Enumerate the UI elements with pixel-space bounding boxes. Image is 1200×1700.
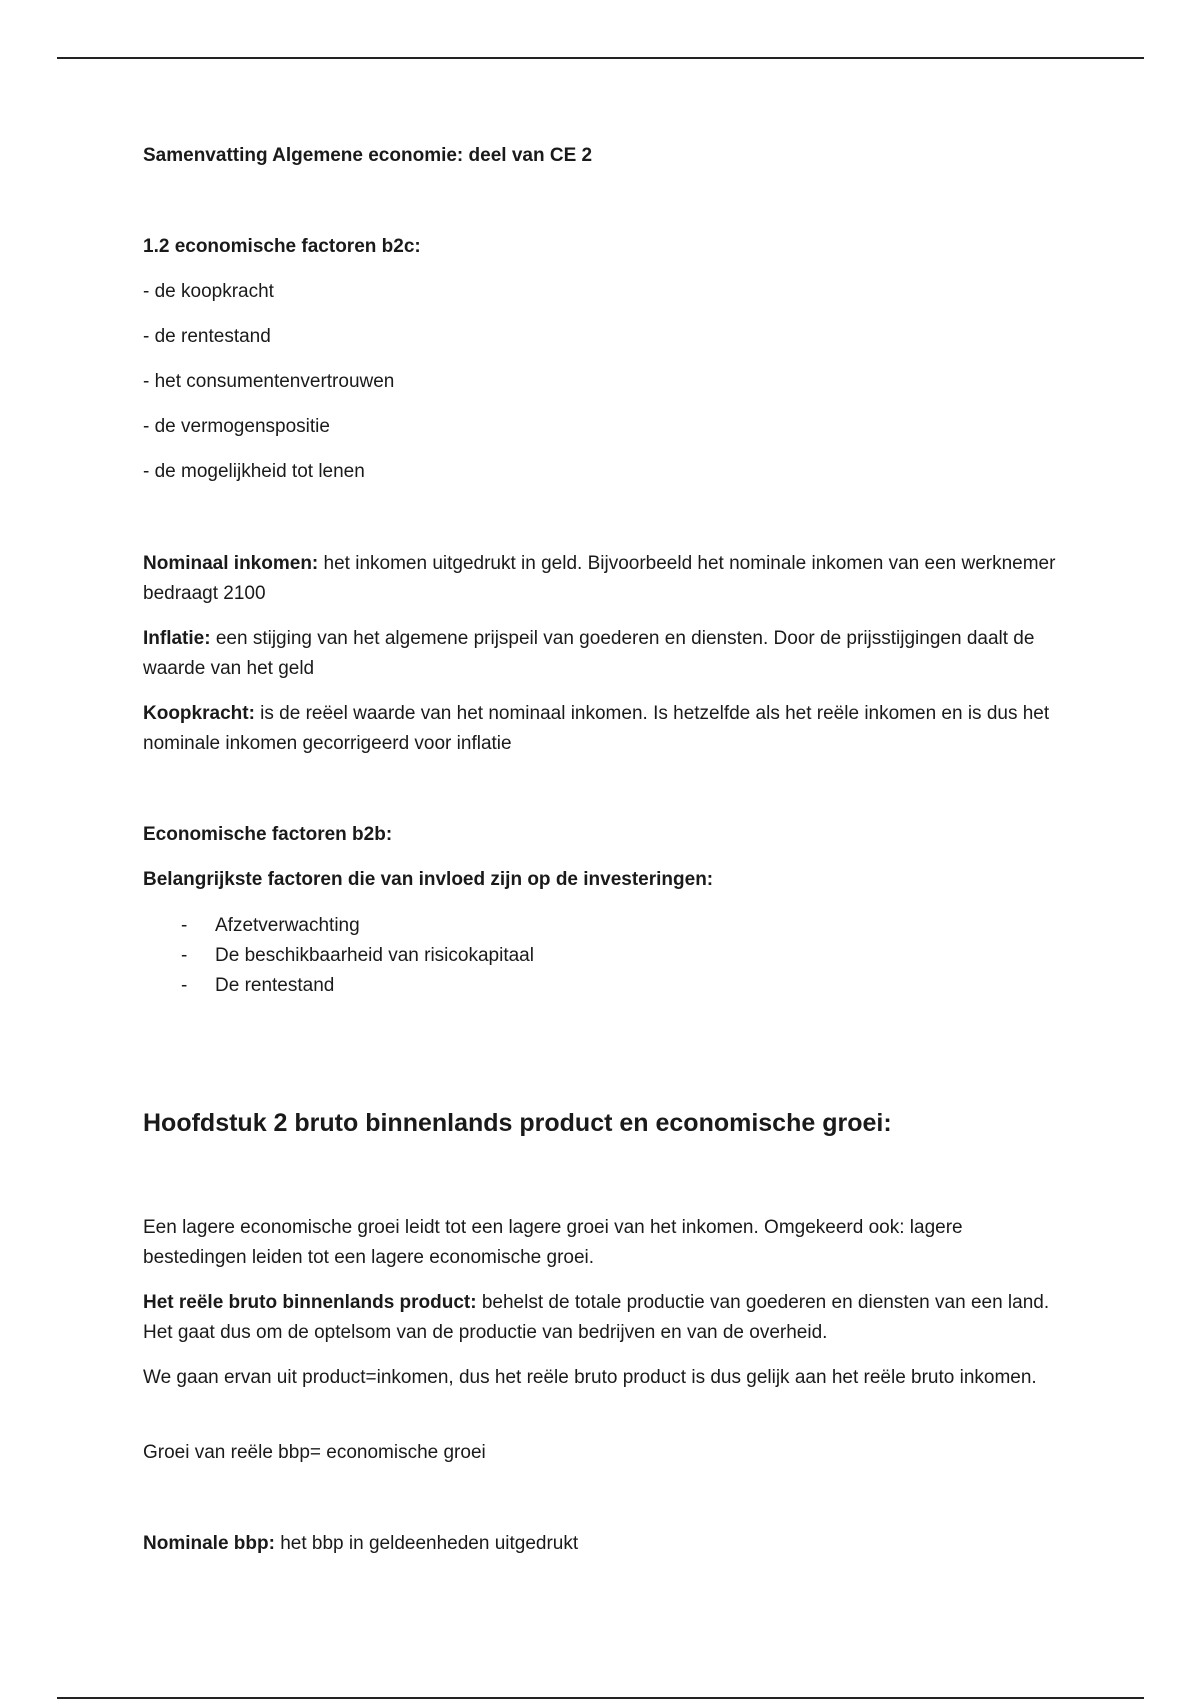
definition-term: Koopkracht: xyxy=(143,703,255,724)
list-item xyxy=(143,941,1063,971)
bottom-rule xyxy=(57,1697,1144,1699)
b2c-item: - de koopkracht xyxy=(143,281,274,302)
definition-term: Het reële bruto binnenlands product: xyxy=(143,1292,477,1313)
bullet-marker: - xyxy=(181,915,188,936)
definition-nominale-bbp xyxy=(143,1529,1063,1559)
definition-text: behelst de totale productie van goederen en diensten van een land. Het gaat dus om de optelsom van de productie van bedrijven en van de overheid. xyxy=(143,1292,1050,1343)
list-item-text: Afzetverwachting xyxy=(215,915,360,936)
b2c-item: - het consumentenvertrouwen xyxy=(143,371,395,392)
b2b-bullet-list xyxy=(143,911,1063,1001)
definition-term: Inflatie: xyxy=(143,628,211,649)
top-rule xyxy=(57,57,1144,59)
b2c-item: - de mogelijkheid tot lenen xyxy=(143,461,365,482)
definition-text: het inkomen uitgedrukt in geld. Bijvoorbeeld het nominale inkomen van een werknemer bedraagt 2100 xyxy=(143,553,1056,604)
list-item-text: De beschikbaarheid van risicokapitaal xyxy=(215,945,534,966)
b2c-item: - de rentestand xyxy=(143,326,271,347)
chapter-2-paragraph: We gaan ervan uit product=inkomen, dus het reële bruto product is dus gelijk aan het reële bruto inkomen. xyxy=(143,1367,1037,1388)
definition-nominaal-inkomen xyxy=(143,549,1063,609)
chapter-2-paragraph: Een lagere economische groei leidt tot een lagere groei van het inkomen. Omgekeerd ook: lagere bestedingen leiden tot een lagere economische groei. xyxy=(143,1217,963,1268)
definition-koopkracht xyxy=(143,699,1063,759)
list-item-text: De rentestand xyxy=(215,975,335,996)
definition-text: het bbp in geldeenheden uitgedrukt xyxy=(274,1533,579,1554)
definition-text: is de reëel waarde van het nominaal inkomen. Is hetzelfde als het reële inkomen en is dus het nominale inkomen gecorrigeerd voor inflatie xyxy=(143,703,1050,754)
list-item xyxy=(143,971,1063,1001)
bullet-marker: - xyxy=(181,945,188,966)
definition-term: Nominaal inkomen: xyxy=(143,553,319,574)
document-title: Samenvatting Algemene economie: deel van CE 2 xyxy=(143,145,593,166)
definition-text: een stijging van het algemene prijspeil van goederen en diensten. Door de prijsstijgingen daalt de waarde van het geld xyxy=(143,628,1035,679)
section-b2b-subheading: Belangrijkste factoren die van invloed zijn op de investeringen: xyxy=(143,869,714,890)
list-item xyxy=(143,911,1063,941)
section-b2b-heading: Economische factoren b2b: xyxy=(143,824,393,845)
chapter-2-heading: Hoofdstuk 2 bruto binnenlands product en economische groei: xyxy=(143,1109,892,1137)
section-b2c-heading: 1.2 economische factoren b2c: xyxy=(143,236,421,257)
b2c-item: - de vermogenspositie xyxy=(143,416,330,437)
definition-reele-bbp xyxy=(143,1288,1063,1348)
chapter-2-paragraph: Groei van reële bbp= economische groei xyxy=(143,1442,486,1463)
definition-inflatie xyxy=(143,624,1063,684)
definition-term: Nominale bbp: xyxy=(143,1533,275,1554)
bullet-marker: - xyxy=(181,975,188,996)
